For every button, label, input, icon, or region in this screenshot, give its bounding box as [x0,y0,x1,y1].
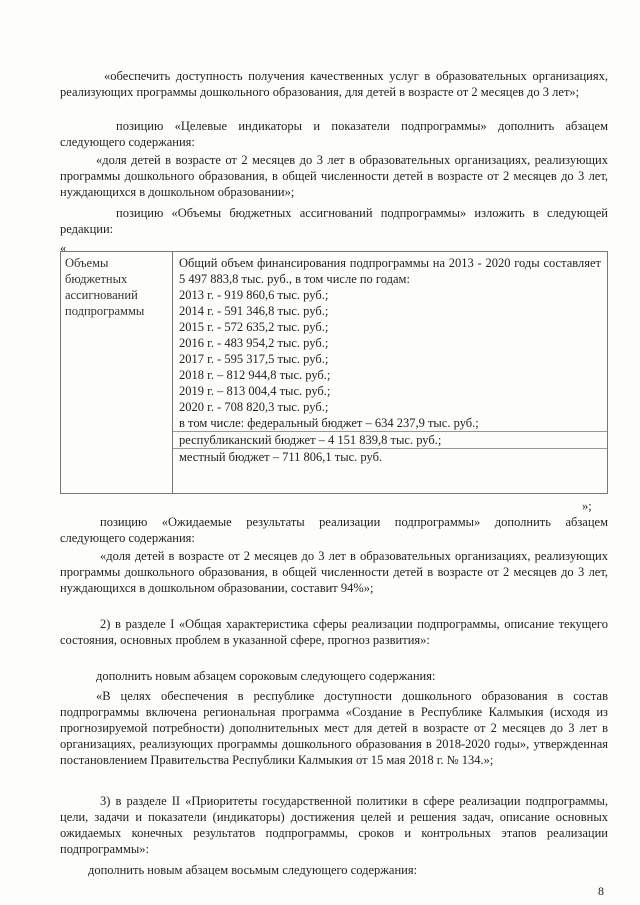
budget-table [60,251,608,494]
page-number: 8 [598,884,604,898]
year-row: 2014 г. - 591 346,8 тыс. руб.; [179,304,329,318]
quote-close-mark: »; [582,499,592,513]
paragraph-11: дополнить новым абзацем восьмым следующего содержания: [88,863,418,877]
year-row: 2019 г. – 813 004,4 тыс. руб.; [179,384,331,398]
paragraph-3: «доля детей в возрасте от 2 месяцев до 3 лет в образовательных организациях, реализующих программы дошкольного образования, в общей численности детей в возрасте от 2 месяцев до 3 лет, нуждающихся в дошкольном образовании»; [60,153,608,199]
source-row: местный бюджет – 711 806,1 тыс. руб. [173,448,607,465]
paragraph-7: 2) в разделе I «Общая характеристика сферы реализации подпрограммы, описание текущего состояния, основных проблем в указанной сфере, прогноз развития»: [60,617,608,647]
paragraph-5: позицию «Ожидаемые результаты реализации подпрограммы» дополнить абзацем следующего содержания: [60,515,608,545]
year-row: 2018 г. – 812 944,8 тыс. руб.; [179,368,331,382]
year-row: 2015 г. - 572 635,2 тыс. руб.; [179,320,329,334]
paragraph-6: «доля детей в возрасте от 2 месяцев до 3 лет в образовательных организациях, реализующих программы дошкольного образования, в общей численности детей в возрасте от 2 месяцев до 3 лет, нуждающихся в дошкольном образовании, составит 94%»; [60,549,608,595]
paragraph-1: «обеспечить доступность получения качественных услуг в образовательных организациях, реализующих программы дошкольного образования, для детей в возрасте от 2 месяцев до 3 лет»; [60,69,608,99]
source-row: республиканский бюджет – 4 151 839,8 тыс. руб.; [173,431,607,448]
year-row: 2020 г. - 708 820,3 тыс. руб.; [179,400,329,414]
quote-open-mark: « [60,241,67,255]
table-left-label: Объемы бюджетных ассигнований подпрограммы [61,252,173,493]
table-intro: Общий объем финансирования подпрограммы на 2013 - 2020 годы составляет 5 497 883,8 тыс. руб., в том числе по годам: [179,256,601,286]
paragraph-4: позицию «Объемы бюджетных ассигнований подпрограммы» изложить в следующей редакции: [60,206,608,236]
year-row: 2017 г. - 595 317,5 тыс. руб.; [179,352,329,366]
paragraph-10: 3) в разделе II «Приоритеты государственной политики в сфере реализации подпрограммы, цели, задачи и показатели (индикаторы) достижения целей и решения задач, описание основных ожидаемых конечных результатов подпрограммы, сроков и контрольных этапов реализации подпрограммы»: [60,794,608,856]
paragraph-2: позицию «Целевые индикаторы и показатели подпрограммы» дополнить абзацем следующего содержания: [60,119,608,149]
year-row: 2016 г. - 483 954,2 тыс. руб.; [179,336,329,350]
paragraph-8: дополнить новым абзацем сороковым следующего содержания: [96,669,436,683]
source-row: в том числе: федеральный бюджет – 634 237,9 тыс. руб.; [179,416,479,430]
paragraph-9: «В целях обеспечения в республике доступности дошкольного образования в состав подпрограммы включена региональная программа «Создание в Республике Калмыкия (исходя из прогнозируемой потребности) дополнительных мест для детей в возрасте от 2 месяцев до 3 лет в организациях, реализующих программы дошкольного образования в 2018-2020 годы», утвержденная постановлением Правительства Республики Калмыкия от 15 мая 2018 г. № 134.»; [60,689,608,767]
table-right-cell [173,252,607,493]
year-row: 2013 г. - 919 860,6 тыс. руб.; [179,288,329,302]
